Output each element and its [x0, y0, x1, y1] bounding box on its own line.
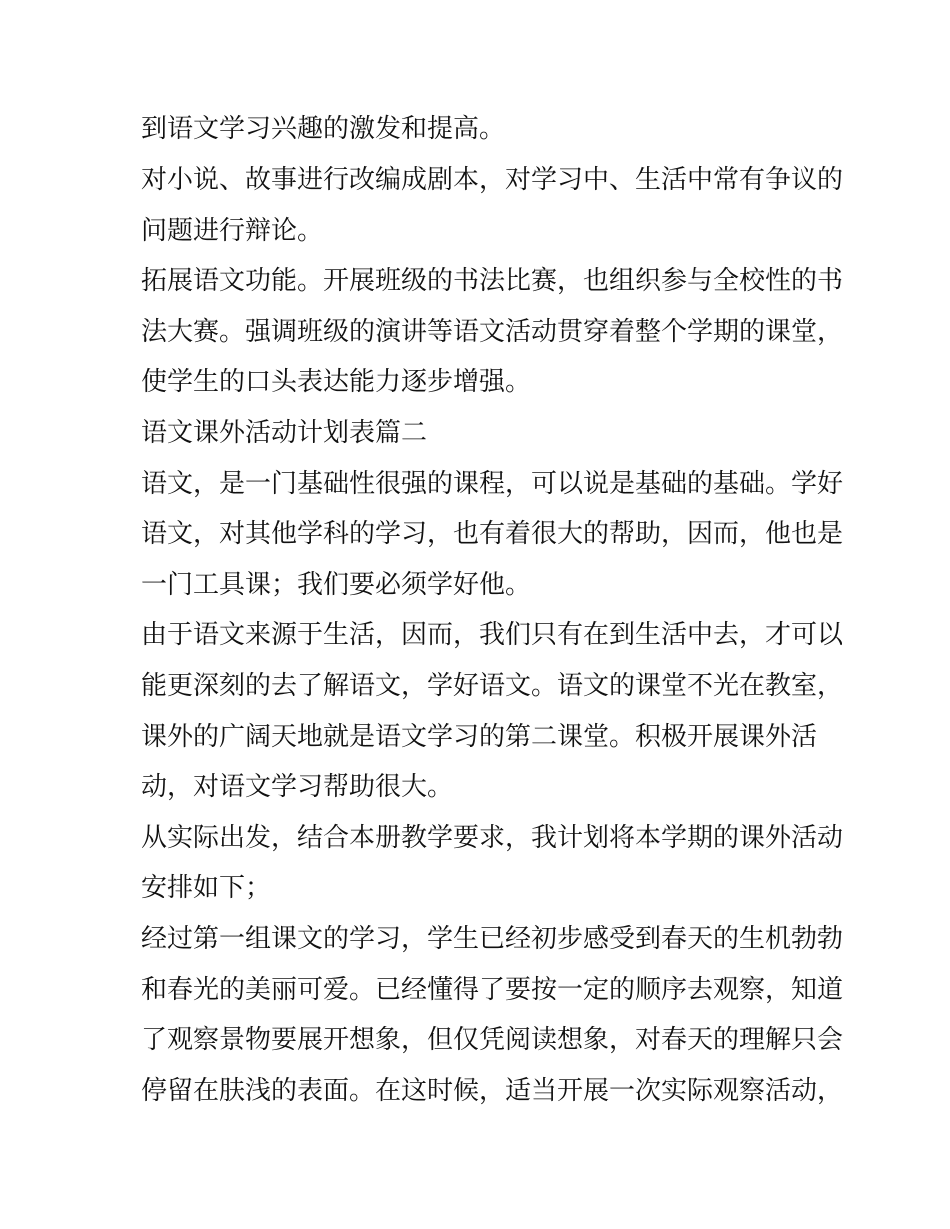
text-line: 经过第一组课文的学习，学生已经初步感受到春天的生机勃勃 — [141, 924, 844, 954]
text-line: 能更深刻的去了解语文，学好语文。语文的课堂不光在教室， — [141, 671, 844, 701]
text-line: 安排如下； — [141, 873, 272, 903]
text-line: 拓展语文功能。开展班级的书法比赛，也组织参与全校性的书 — [141, 266, 844, 296]
text-line: 和春光的美丽可爱。已经懂得了要按一定的顺序去观察，知道 — [141, 975, 844, 1005]
text-line: 语文，对其他学科的学习，也有着很大的帮助，因而，他也是 — [141, 519, 844, 549]
text-line: 使学生的口头表达能力逐步增强。 — [141, 367, 532, 397]
text-line: 停留在肤浅的表面。在这时候，适当开展一次实际观察活动， — [141, 1076, 844, 1106]
text-line: 对小说、故事进行改编成剧本，对学习中、生活中常有争议的 — [141, 165, 844, 195]
text-line: 从实际出发，结合本册教学要求，我计划将本学期的课外活动 — [141, 823, 844, 853]
text-line: 一门工具课；我们要必须学好他。 — [141, 570, 532, 600]
text-line: 动，对语文学习帮助很大。 — [141, 772, 454, 802]
text-line: 了观察景物要展开想象，但仅凭阅读想象，对春天的理解只会 — [141, 1025, 844, 1055]
text-line: 法大赛。强调班级的演讲等语文活动贯穿着整个学期的课堂， — [141, 317, 844, 347]
text-line: 由于语文来源于生活，因而，我们只有在到生活中去，才可以 — [141, 620, 844, 650]
section-heading: 语文课外活动计划表篇二 — [141, 418, 428, 448]
text-line: 课外的广阔天地就是语文学习的第二课堂。积极开展课外活 — [141, 722, 818, 752]
text-line: 语文，是一门基础性很强的课程，可以说是基础的基础。学好 — [141, 469, 844, 499]
text-line: 到语文学习兴趣的激发和提高。 — [141, 114, 506, 144]
text-line: 问题进行辩论。 — [141, 216, 324, 246]
